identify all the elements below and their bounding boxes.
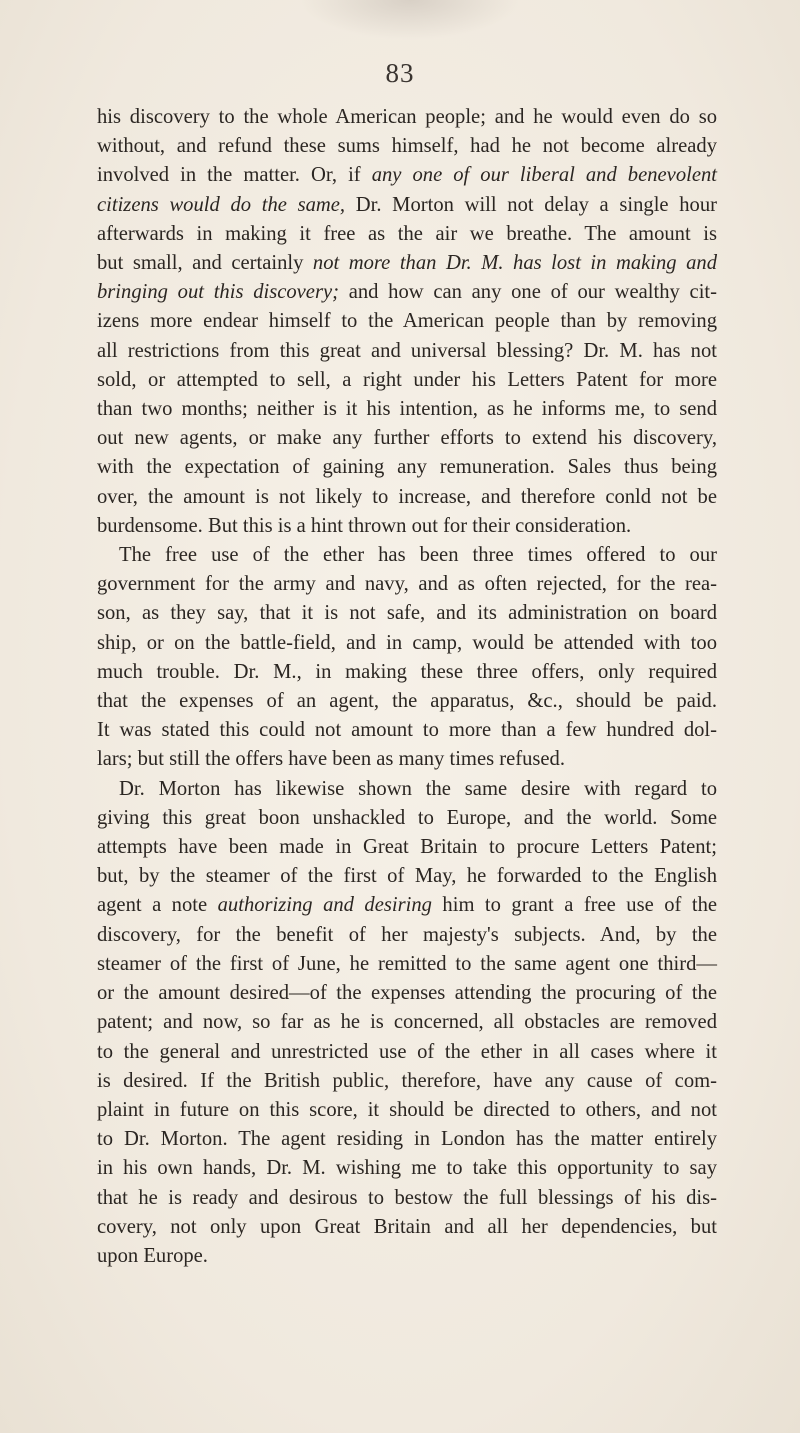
text-line: It was stated this could not amount to more than a few hundred dol- <box>97 719 717 742</box>
text-line: upon Europe. <box>97 1244 208 1267</box>
text-line: lars; but still the offers have been as many times refused. <box>97 748 565 771</box>
text-line: involved in the matter. Or, if any one of our liberal and benevolent <box>97 164 717 187</box>
text-line: is desired. If the British public, therefore, have any cause of com- <box>97 1069 717 1092</box>
text-line: out new agents, or make any further efforts to extend his discovery, <box>97 427 717 450</box>
text-line: than two months; neither is it his intention, as he informs me, to send <box>97 398 717 421</box>
text-line: giving this great boon unshackled to Europe, and the world. Some <box>97 806 717 829</box>
text-line: in his own hands, Dr. M. wishing me to take this opportunity to say <box>97 1157 717 1180</box>
text-line: son, as they say, that it is not safe, and its administration on board <box>97 602 717 625</box>
text-line: all restrictions from this great and universal blessing? Dr. M. has not <box>97 339 717 362</box>
text-line: that he is ready and desirous to bestow the full blessings of his dis- <box>97 1186 717 1209</box>
text-line: that the expenses of an agent, the apparatus, &c., should be paid. <box>97 690 717 713</box>
text-line: to Dr. Morton. The agent residing in London has the matter entirely <box>97 1128 717 1151</box>
text-line: burdensome. But this is a hint thrown out for their consideration. <box>97 514 632 537</box>
text-line: bringing out this discovery; and how can any one of our wealthy cit- <box>97 281 717 304</box>
text-line: patent; and now, so far as he is concerned, all obstacles are removed <box>97 1011 717 1034</box>
text-line: afterwards in making it free as the air we breathe. The amount is <box>97 222 717 245</box>
text-line: to the general and unrestricted use of the ether in all cases where it <box>97 1040 717 1063</box>
text-line: discovery, for the benefit of her majesty's subjects. And, by the <box>97 923 717 946</box>
text-line: Dr. Morton has likewise shown the same desire with regard to <box>119 777 717 800</box>
text-line: ship, or on the battle-field, and in camp, would be attended with too <box>97 631 717 654</box>
text-line: without, and refund these sums himself, had he not become already <box>97 135 717 158</box>
text-line: plaint in future on this score, it should be directed to others, and not <box>97 1098 717 1121</box>
text-line: over, the amount is not likely to increase, and therefore conld not be <box>97 485 717 508</box>
text-line: agent a note authorizing and desiring him to grant a free use of the <box>97 894 718 917</box>
paper-stain <box>300 0 520 40</box>
text-line: izens more endear himself to the American people than by removing <box>97 310 717 333</box>
text-line: The free use of the ether has been three times offered to our <box>119 544 717 567</box>
text-line: with the expectation of gaining any remuneration. Sales thus being <box>97 456 717 479</box>
text-line: but small, and certainly not more than Dr. M. has lost in making and <box>97 252 717 275</box>
text-line: his discovery to the whole American people; and he would even do so <box>97 106 717 128</box>
text-line: much trouble. Dr. M., in making these three offers, only required <box>97 660 717 683</box>
page-number: 83 <box>385 58 415 88</box>
text-line: sold, or attempted to sell, a right under his Letters Patent for more <box>97 368 717 391</box>
text-line: steamer of the first of June, he remitted to the same agent one third— <box>97 952 717 975</box>
text-line: or the amount desired—of the expenses attending the procuring of the <box>97 982 717 1005</box>
text-line: citizens would do the same, Dr. Morton will not delay a single hour <box>97 193 717 216</box>
text-line: attempts have been made in Great Britain to procure Letters Patent; <box>97 836 717 859</box>
text-line: government for the army and navy, and as often rejected, for the rea- <box>97 573 717 596</box>
text-line: covery, not only upon Great Britain and all her dependencies, but <box>97 1215 717 1238</box>
body-text <box>97 103 717 1271</box>
text-line: but, by the steamer of the first of May, he forwarded to the English <box>97 865 717 888</box>
